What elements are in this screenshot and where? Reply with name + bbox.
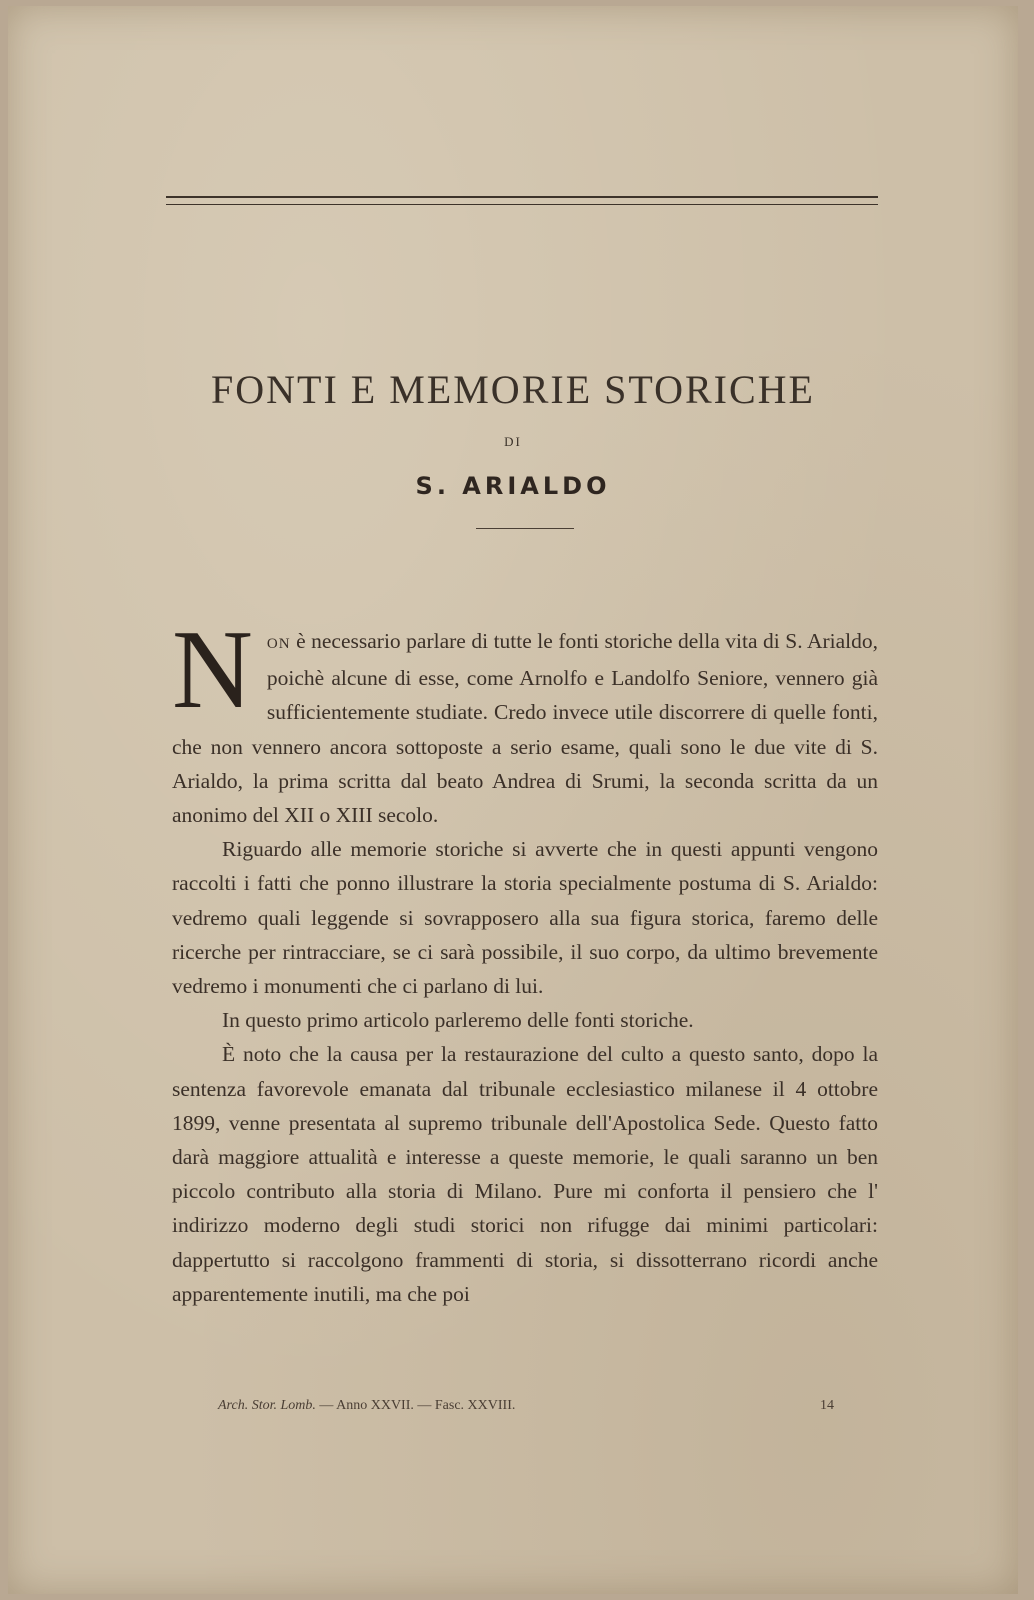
- page-footer: [218, 1398, 838, 1414]
- paragraph-3: In questo primo articolo parleremo delle fonti storiche.: [222, 1008, 694, 1033]
- paragraph-4: È noto che la causa per la restaurazione del culto a questo santo, dopo la sentenza favorevole emanata dal tribunale ecclesiastico milanese il 4 ottobre 1899, venne presentata al supremo tribunale dell'Apostolica Sede. Questo fatto darà maggiore attualità e interesse a queste memorie, le quali saranno un ben piccolo contributo alla storia di Milano. Pure mi conforta il pensiero che l' indirizzo moderno degli studi storici non rifugge dai minimi particolari: dappertutto si raccolgono frammenti di storia, si dissotterrano ricordi anche apparentemente inutili, ma che poi: [172, 1042, 878, 1306]
- paragraph-1-text: è necessario parlare di tutte le fonti storiche della vita di S. Arialdo, poichè alcune di esse, come Arnolfo e Landolfo Seniore, vennero già sufficientemente studiate. Credo invece utile discorrere di quelle fonti, che non vennero ancora sottoposte a serio esame, quali sono le due vite di S. Arialdo, la prima scritta dal beato Andrea di Srumi, la seconda scritta da un anonimo del XII o XIII secolo.: [172, 629, 878, 828]
- issue-info: — Anno XXVII. — Fasc. XXVIII.: [315, 1398, 516, 1413]
- short-divider-rule: [476, 528, 574, 529]
- smallcaps-lead: ON: [266, 636, 291, 652]
- page-title: FONTI E MEMORIE STORICHE: [211, 367, 815, 412]
- title-preposition: DI: [504, 434, 522, 449]
- paragraph-1: [172, 608, 878, 832]
- article-body: [172, 608, 878, 1311]
- drop-cap: N: [172, 608, 253, 732]
- document-page: [8, 6, 1018, 1594]
- subject-name: S. ARIALDO: [415, 472, 611, 500]
- paragraph-2: Riguardo alle memorie storiche si avverte che in questi appunti vengono raccolti i fatti che ponno illustrare la storia specialmente postuma di S. Arialdo: vedremo quali leggende si sovrapposero alla sua figura storica, faremo delle ricerche per rintracciare, se ci sarà possibile, il suo corpo, da ultimo brevemente vedremo i monumenti che ci parlano di lui.: [172, 837, 878, 999]
- page-number: 14: [820, 1398, 834, 1413]
- top-double-rule: [166, 196, 878, 205]
- journal-abbreviation: Arch. Stor. Lomb.: [218, 1398, 316, 1413]
